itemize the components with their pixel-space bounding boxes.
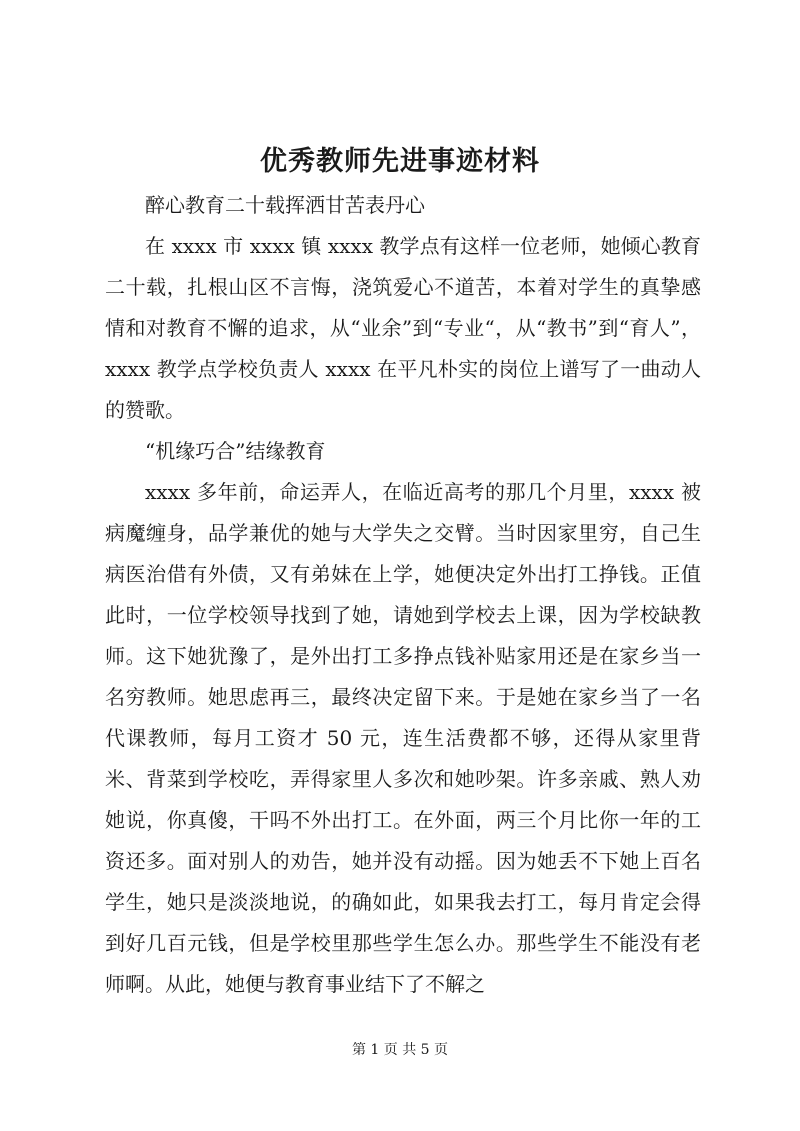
page-number-footer: 第 1 页 共 5 页 xyxy=(351,1042,449,1058)
body-paragraph: xxxx 多年前，命运弄人，在临近高考的那几个月里，xxxx 被病魔缠身，品学兼优的她与大学失之交臂。当时因家里穷，自己生病医治借有外债，又有弟妹在上学，她便决定外出打工挣钱。正值此时，一位学校领导找到了她，请她到学校去上课，因为学校缺教师。这下她犹豫了，是外出打工多挣点钱补贴家用还是在家乡当一名穷教师。她思虑再三，最终决定留下来。于是她在家乡当了一名代课教师，每月工资才 50 元，连生活费都不够，还得从家里背米、背菜到学校吃，弄得家里人多次和她吵架。许多亲戚、熟人劝她说，你真傻，干吗不外出打工。在外面，两三个月比你一年的工资还多。面对别人的劝告，她并没有动摇。因为她丢不下她上百名学生，她只是淡淡地说，的确如此，如果我去打工，每月肯定会得到好几百元钱，但是学校里那些学生怎么办。那些学生不能没有老师啊。从此，她便与教育事业结下了不解之 xyxy=(105,480,701,996)
document-body xyxy=(105,185,701,1005)
subtitle-paragraph: 醉心教育二十载挥洒甘苦表丹心 xyxy=(145,193,425,217)
section-heading-paragraph: “机缘巧合”结缘教育 xyxy=(145,439,326,463)
body-paragraph: 在 xxxx 市 xxxx 镇 xxxx 教学点有这样一位老师，她倾心教育二十载，扎根山区不言悔，浇筑爱心不道苦，本着对学生的真挚感情和对教育不懈的追求，从“业余”到“专业“，从“教书”到“育人”，xxxx 教学点学校负责人 xxxx 在平凡朴实的岗位上谱写了一曲动人的赞歌。 xyxy=(105,234,701,422)
page-title: 优秀教师先进事迹材料 xyxy=(260,146,540,177)
